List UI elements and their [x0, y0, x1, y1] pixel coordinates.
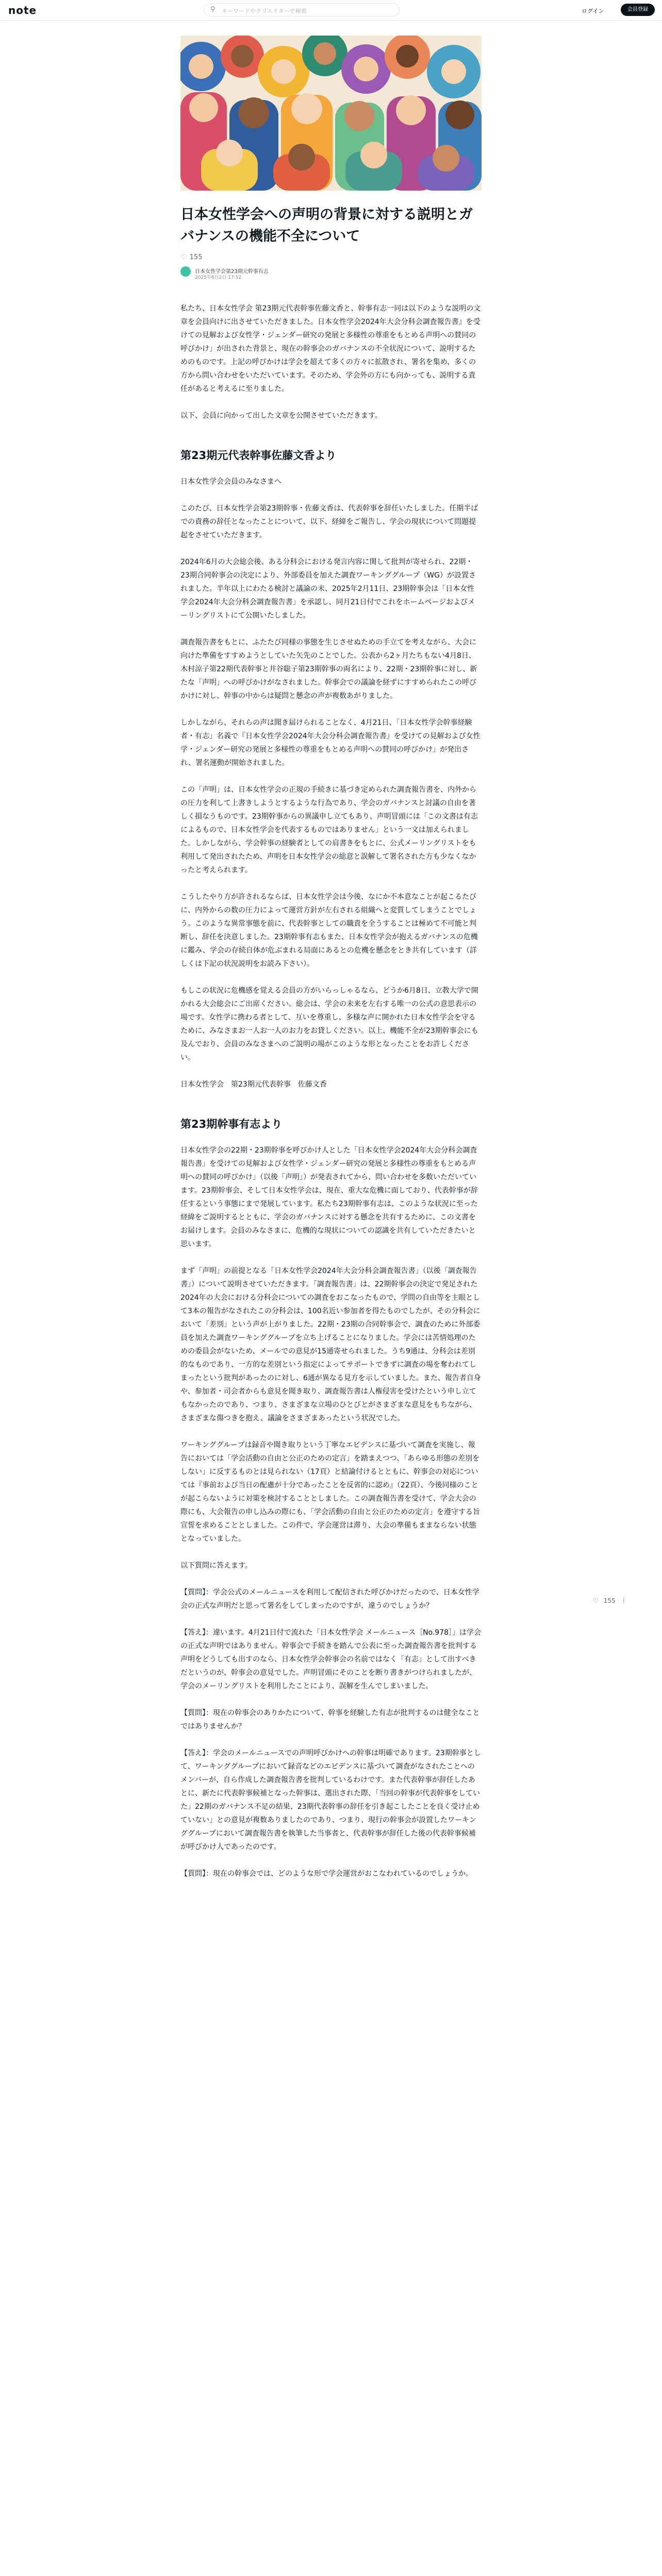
side-heart-icon[interactable]: ♡ — [593, 1597, 599, 1604]
section-heading: 第23期幹事有志より — [180, 1118, 283, 1130]
article-body — [180, 302, 482, 1894]
heart-icon[interactable]: ♡ — [180, 253, 187, 261]
section-heading: 第23期元代表幹事佐藤文香より — [180, 449, 337, 462]
side-like-count: 155 — [603, 1597, 616, 1604]
qa-answer: 【答え】：違います。4月21日付で流れた「日本女性学会 メールニュース［No.978］」は学会の正式な声明ではありません。幹事会で手続きを踏んで公表に至った調査報告書を批判する声明をどうしても出すのなら、日本女性学会幹事会の名前ではなく「有志」として出すべきだというのが、幹事会の意見でした。声明冒頭にそのことを断り書きがつけられましたが、学会のメーリングリストを利用したことにより、誤解を生んでしまいました。 — [180, 1629, 482, 1690]
qa-answer: 【答え】：学会のメールニュースでの声明呼びかけへの幹事は明確であります。23期幹事として、ワーキンググループにおいて録音などのエビデンスに基づいて調査がなされたことへのメンバーが、自ら作成した調査報告書を批判しているわけです。また代表幹事が辞任したあとに、新たに代表幹事候補となった幹事は、選出された際、「当回の幹事が代表幹事をしていた」22期のガバナンス不足の結果、23期代表幹事の辞任を引き起こしたことを良く受け止めていない」との意見が複数ありましたのであり、つまり、現行の幹事会が設置したワーキンググループにおいて調査報告書を執筆した当事者と、代表幹事が辞任した後の代表幹事候補が呼びかけ人であったのです。 — [180, 1749, 481, 1851]
qa-question: 【質問】：学会公式のメールニュースを利用して配信された呼びかけだったので、日本女性学会の正式な声明だと思って署名をしてしまったのですが、違うのでしょうか？ — [180, 1588, 479, 1610]
intro-paragraph: 私たち、日本女性学会 第23期元代表幹事佐藤文香と、幹事有志一同は以下のような説明の文章を会員向けに出させていただきました。日本女性学会2024年大会分科会調査報告書』を受けての見解および女性学・ジェンダー研究の発展と多様性の尊重をもとめる声明への賛同の呼びかけ」が出された背景と、現在の幹事会のガバナンスの不全状況について、説明するためのものです。上記の呼びかけは学会を超えて多くの方々に拡散され、署名を集め、多くの方から問い合わせをいただいています。そのため、学会外の方にも向かっても、説明する責任があると考えるに至りました。 — [180, 304, 481, 393]
post-date: 2025年6月2日 17:52 — [195, 275, 242, 280]
hero-illustration — [180, 36, 482, 191]
like-count: 155 — [189, 253, 203, 261]
paragraph: 日本女性学会 第23期元代表幹事 佐藤文香 — [180, 1080, 327, 1089]
paragraph: 以下質問に答えます。 — [180, 1562, 252, 1570]
qa-question: 【質問】：現在の幹事会のありかたについて、幹事を経験した有志が批判するのは健全なことではありませんか？ — [180, 1709, 480, 1731]
login-link[interactable]: ログイン — [582, 8, 604, 14]
paragraph: 日本女性学会の22期・23期幹事を呼びかけ人とした「日本女性学会2024年大会分科会調査報告書」を受けての見解および女性学・ジェンダー研究の発展と多様性の尊重をもとめる声明への賛同の呼びかけ」（以後「声明」）が発表されてから、問い合わせを多数いただいています。23期幹事会、そして日本女性学会は、現在、重大な危機に面しており、代表幹事が辞任するという事態にまで発展しています。私たち23期幹事有志は、このような状況に至った経緯をご説明するとともに、学会のガバナンスに対する懸念を共有するために、この文書をお届けします。会員のみなさまに、危機的な現状についての認識を共有していただきたいと思います。 — [180, 1146, 478, 1248]
paragraph: 2024年6月の大会総会後、ある分科会における発言内容に関して批判が寄せられ、22期・23期合同幹事会の決定により、外部委員を加えた調査ワーキンググループ（WG）が設置されました。半年以上にわたる検討と議論の末、2025年2月11日、23期幹事会は「日本女性学会2024年大会分科会調査報告書」を承認し、同月21日付でこれをホームページおよびメーリングリストにて公開いたしました。 — [180, 558, 476, 620]
note-logo[interactable]: note — [8, 4, 37, 16]
author-avatar[interactable] — [180, 266, 191, 277]
intro-paragraph: 以下、会員に向かって出した文章を公開させていただきます。 — [180, 412, 382, 420]
author-name[interactable]: 日本女性学会第23期元幹事有志 — [195, 269, 269, 275]
crowd-illustration — [180, 36, 482, 191]
paragraph: 調査報告書をもとに、ふたたび同様の事態を生じさせぬための手立てを考えながら、大会に向けた準備をすすめようとしていた矢先のことでした。公表から2ヶ月たちもない4月8日、木村涼子第22期代表幹事と井谷聡子第23期幹事の両名により、22期・23期幹事に対し、新たな「声明」への呼びかけがなされました。幹事会での議論を経ずにすすめられたこの呼びかけに対し、幹事の中からは疑問と懸念の声が複数あがりました。 — [180, 638, 477, 700]
paragraph: ワーキンググループは録音や聞き取りという丁寧なエビデンスに基づいて調査を実施し、報告においては「学会活動の自由と公正のための定言」を踏まえつつ、「あらゆる形態の差別をしない」に反するものとは見られない（17頁）と結論付けるとともに、幹事会の対応については『事前および当日の配慮が十分であったことを反省的に認め』（22頁）、今後同様のことが起こらないように対策を検討することとしました。この調査報告書を受けて、学会大会の際にも、大会報告の申し込みの際にも、「学会活動の自由と公正のための定言」を遵守する旨宣誓を求めることとしました。この件で、学会運営は滞り、大会の準備もままならない状態となっていました。 — [180, 1441, 480, 1543]
paragraph: この「声明」は、日本女性学会の正規の手続きに基づき定められた調査報告書を、内外からの圧力を利して上書きしようとするような行為であり、学会のガバナンスと討議の自由を著しく損なうものです。23期幹事からの異議申し立てもあり、声明冒頭には「この文書は有志によるもので、日本女性学会を代表するものではありません」という一文は加えられました。しかしながら、学会幹事の経験者としての肩書きをもとに、公式メーリングリストをも利用して発出されたため、声明を日本女性学会の総意と誤解して署名された方も少なくなかったと考えられます。 — [180, 786, 478, 874]
paragraph: まず「声明」の前提となる「日本女性学会2024年大会分科会調査報告書」（以後「調査報告書」）について説明させていただきます。「調査報告書」は、22期幹事会の決定で発足された2024年の大会における分科会についての調査をおこなったもので、学問の自由等を主眼として3本の報告がなされたこの分科会は、100名近い参加者を得たものでしたが、その分科会において「差別」という声が上がりました。22期・23期の合同幹事会で、調査のために外部委員を加えた調査ワーキンググループを立ち上げることになりました。学会には苦情処理のための委員会がないため、メールでの意見が15通寄せられました。うち9通は、分科会は差別的なものであり、一方的な差別という指定によってサポートできずに調査の場を奪われてしまったという批判があったのに対し、6通が異なる見方を示していました。また、報告者自身や、参加者・司会者からも意見を聞き取り、調査報告書は人権侵害を受けたという申し立てもなかったのであり、つまり、さまざまな立場のひとびとがさまざまな意見をもちながら、さまざまな傷つきを抱え、議論をさまざまあったという状況でした。 — [180, 1267, 481, 1422]
signup-button[interactable]: 会員登録 — [621, 4, 655, 16]
paragraph: もしこの状況に危機感を覚える会員の方がいらっしゃるなら、どうか6月8日、立教大学で開かれる大会総会にご出席ください。総会は、学会の未来を左右する唯一の公式の意思表示の場です。女性学に携わる者として、互いを尊重し、多様な声に開かれた日本女性学会を守るために、みなさまお一人お一人のお力をお貸しください。以上、機能不全が23期幹事会にも及んでおり、会員のみなさまへのご説明の場がこのような形となったことをお許しください。 — [180, 987, 478, 1062]
site-header — [0, 0, 662, 21]
search-icon: ⚲ — [210, 6, 216, 13]
qa-question: 【質問】：現在の幹事会では、どのような形で学会運営がおこなわれているのでしょうか。 — [180, 1870, 473, 1878]
article-title: 日本女性学会への声明の背景に対する説明とガバナンスの機能不全について — [180, 207, 473, 244]
like-area — [180, 253, 202, 261]
search-input[interactable]: キーワードやクリエイターで検索 — [222, 8, 307, 14]
paragraph: しかしながら、それらの声は聞き届けられることなく、4月21日、「日本女性学会幹事経験者・有志」名義で『日本女性学会2024年大会分科会調査報告書』を受けての見解および女性学・ジェンダー研究の発展と多様性の尊重をもとめる声明への賛同の呼びかけ」が発出され、署名運動が開始されました。 — [180, 719, 481, 767]
search-bar[interactable] — [204, 3, 400, 16]
paragraph: このたび、日本女性学会第23期幹事・佐藤文香は、代表幹事を辞任いたしました。任期半ばでの責務の辞任となったことについて、以下、経緯をご報告し、学会の現状について問題提起をさせていただきます。 — [180, 504, 478, 539]
paragraph: こうしたやり方が許されるならば、日本女性学会は今後、なにか不本意なことが起こるたびに、内外からの数の圧力によって運営方針が左右される組織へと変質してしまうことでしょう。このような異常事態を前に、代表幹事としての職責を全うすることは極めて不可能と判断し、辞任を決意しました。23期幹事有志もまた、日本女性学会が抱えるガバナンスの危機に鑑み、学会の存続自体が危ぶまれる局面にあるとの危機を懸念をとき共有しています（詳しくは下記の状況説明をお読み下さい）。 — [180, 893, 478, 968]
share-icon[interactable]: ⋮ — [620, 1597, 627, 1604]
floating-actions — [593, 1597, 632, 1604]
paragraph: 日本女性学会会員のみなさまへ — [180, 478, 282, 486]
